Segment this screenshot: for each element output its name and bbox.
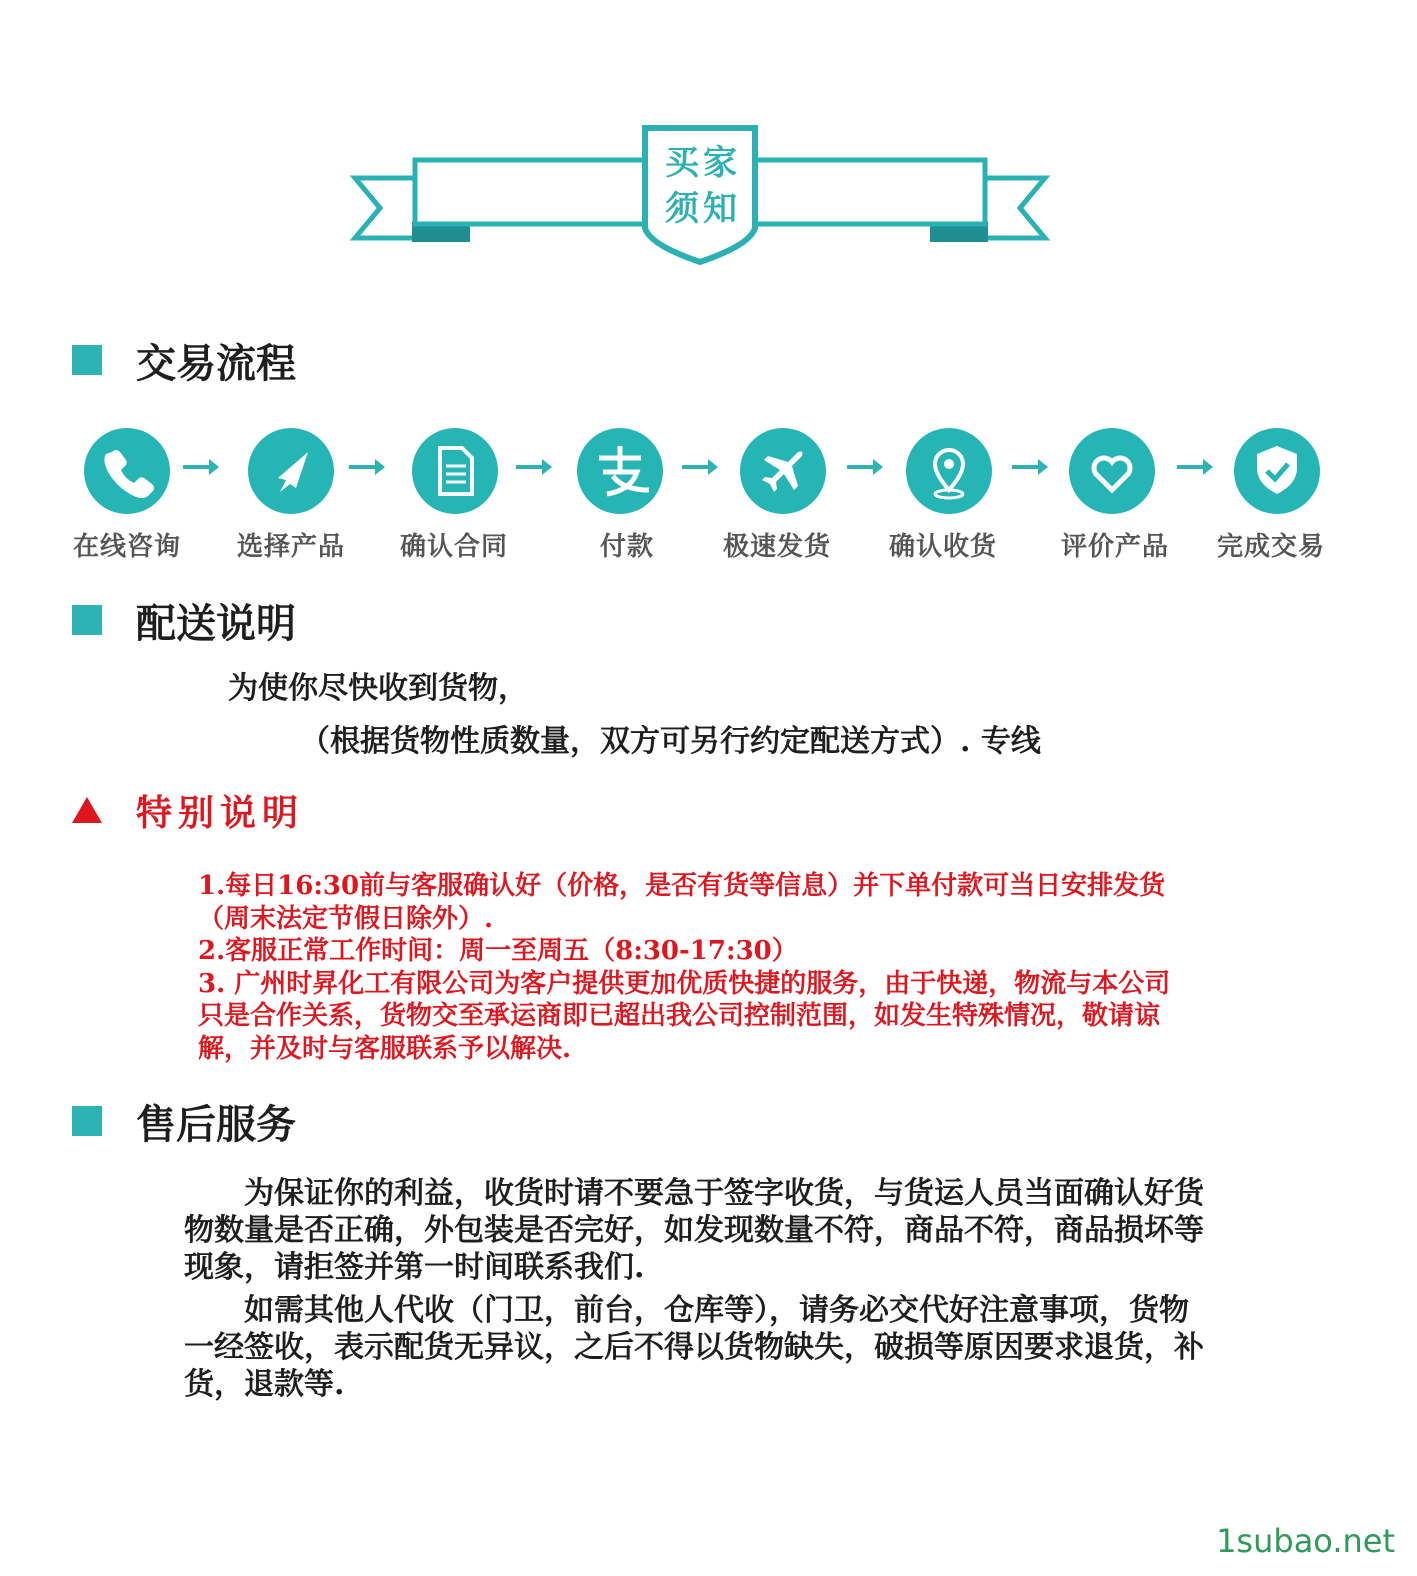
arrow-right-icon (181, 452, 221, 482)
step-complete-transaction (1234, 428, 1320, 514)
step-select-product (248, 428, 334, 514)
step-label: 极速发货 (722, 532, 831, 562)
step-payment (577, 428, 663, 514)
section-square-icon (72, 1106, 102, 1136)
step-label: 完成交易 (1216, 532, 1325, 562)
step-confirm-receipt (906, 428, 992, 514)
section-header-special (72, 785, 304, 835)
airplane-icon (740, 428, 826, 514)
section-square-icon (72, 605, 102, 635)
section-header-process (72, 335, 296, 385)
section-square-icon (72, 345, 102, 375)
step-label: 在线咨询 (72, 532, 181, 562)
arrow-right-icon (514, 452, 554, 482)
special-note-item: 1.每日16:30前与客服确认好（价格，是否有货等信息）并下单付款可当日安排发货（周末法定节假日除外）. (198, 871, 1166, 934)
location-pin-icon (906, 428, 992, 514)
site-watermark: 1subao.net (1216, 1522, 1395, 1560)
step-fast-shipping (740, 428, 826, 514)
arrow-right-icon (347, 452, 387, 482)
banner-title (655, 140, 751, 232)
special-note-item: 2.客服正常工作时间：周一至周五（8:30-17:30） (198, 936, 798, 966)
step-label: 确认收货 (888, 532, 997, 562)
step-label: 确认合同 (399, 532, 508, 562)
section-header-delivery (72, 595, 296, 645)
banner-title-line1: 买家 (665, 143, 741, 183)
step-label: 评价产品 (1060, 532, 1169, 562)
after-sale-paragraph: 如需其他人代收（门卫，前台，仓库等），请务必交代好注意事项，货物一经签收，表示配货无异议，之后不得以货物缺失，破损等原因要求退货，补货，退款等. (184, 1293, 1204, 1402)
arrow-right-icon (845, 452, 885, 482)
section-title: 售后服务 (136, 1100, 296, 1148)
arrow-right-icon (680, 452, 720, 482)
section-title: 交易流程 (136, 339, 296, 387)
send-arrow-icon (248, 428, 334, 514)
warning-triangle-icon (72, 797, 102, 823)
delivery-line1: 为使你尽快收到货物， (228, 671, 528, 706)
step-online-consult (84, 428, 170, 514)
step-label: 付款 (599, 532, 654, 562)
alipay-icon (577, 428, 663, 514)
section-title: 配送说明 (136, 599, 296, 647)
phone-icon (84, 428, 170, 514)
step-review-product (1069, 428, 1155, 514)
section-title: 特别说明 (136, 791, 305, 834)
after-sale-paragraph: 为保证你的利益，收货时请不要急于签字收货，与货运人员当面确认好货物数量是否正确，外包装是否完好，如发现数量不符，商品不符，商品损坏等现象，请拒签并第一时间联系我们. (184, 1176, 1204, 1285)
special-notes (198, 870, 1188, 1065)
banner-title-line2: 须知 (665, 189, 741, 229)
shield-check-icon (1234, 428, 1320, 514)
arrow-right-icon (1175, 452, 1215, 482)
step-confirm-contract (412, 428, 498, 514)
step-label: 选择产品 (236, 532, 345, 562)
heart-icon (1069, 428, 1155, 514)
section-header-after-sale (72, 1096, 296, 1146)
delivery-line2: （根据货物性质数量，双方可另行约定配送方式）. 专线 (300, 724, 1041, 759)
special-note-item: 3. 广州时昇化工有限公司为客户提供更加优质快捷的服务，由于快递，物流与本公司只是合作关系，货物交至承运商即已超出我公司控制范围，如发生特殊情况，敬请谅解，并及时与客服联系予以解决. (198, 968, 1171, 1064)
after-sale-text (184, 1175, 1214, 1403)
document-icon (412, 428, 498, 514)
arrow-right-icon (1010, 452, 1050, 482)
